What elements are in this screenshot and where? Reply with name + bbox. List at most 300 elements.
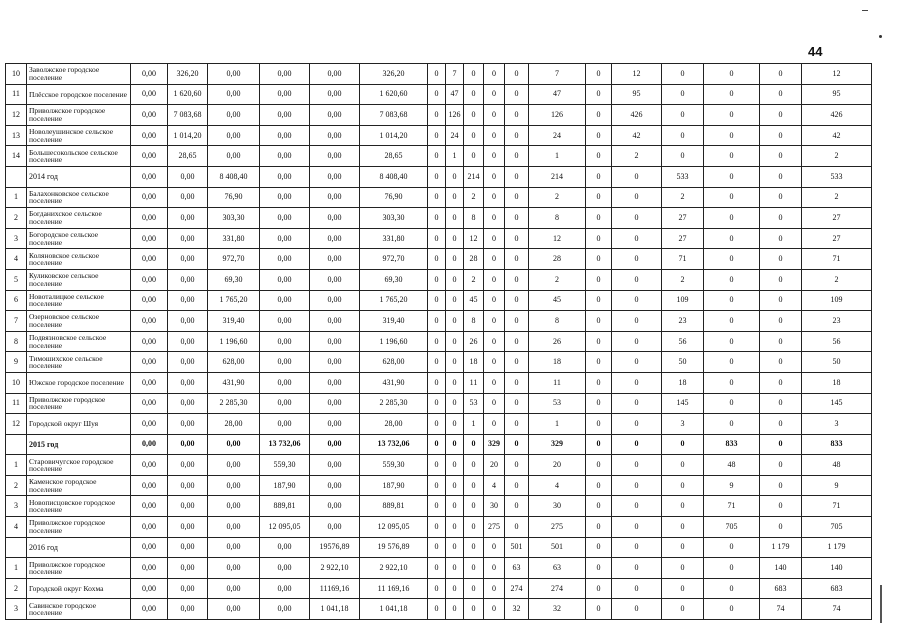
settlement-name: Плёсское городское поселение [27, 84, 131, 105]
table-cell: 0,00 [131, 187, 168, 208]
table-cell: 7 083,68 [360, 105, 428, 126]
table-cell: 0 [760, 517, 802, 538]
table-row [6, 105, 872, 126]
table-cell: 0,00 [310, 393, 360, 414]
table-cell: 0,00 [131, 64, 168, 85]
table-cell: 0 [464, 125, 484, 146]
table-cell: 0,00 [168, 558, 208, 579]
table-cell: 0,00 [260, 537, 310, 558]
table-cell: 0,00 [260, 208, 310, 229]
table-cell: 2 [802, 269, 872, 290]
table-cell: 0,00 [310, 84, 360, 105]
table-cell: 0,00 [310, 434, 360, 455]
table-cell: 0,00 [131, 146, 168, 167]
table-cell: 0 [586, 166, 612, 187]
table-cell: 972,70 [360, 249, 428, 270]
table-cell: 8 408,40 [208, 166, 260, 187]
table-cell: 0 [505, 517, 529, 538]
table-cell: 0 [428, 125, 446, 146]
table-cell: 63 [529, 558, 586, 579]
table-cell: 0 [484, 125, 505, 146]
table-cell: 0,00 [260, 352, 310, 373]
table-cell: 0 [662, 434, 704, 455]
table-cell: 0 [464, 578, 484, 599]
table-cell: 431,90 [208, 372, 260, 393]
table-cell: 0 [446, 393, 464, 414]
table-cell: 0,00 [260, 105, 310, 126]
table-cell: 0 [505, 475, 529, 496]
table-cell: 0,00 [208, 105, 260, 126]
table-cell: 0 [484, 146, 505, 167]
table-cell: 0 [586, 475, 612, 496]
table-row [6, 249, 872, 270]
table-cell: 0 [760, 475, 802, 496]
table-cell: 0,00 [168, 537, 208, 558]
table-cell: 0,00 [310, 475, 360, 496]
row-number: 1 [6, 187, 27, 208]
table-cell: 0,00 [208, 517, 260, 538]
table-cell: 0 [446, 496, 464, 517]
table-cell: 0 [612, 311, 662, 332]
table-cell: 329 [484, 434, 505, 455]
table-cell: 0 [505, 146, 529, 167]
table-cell: 0 [662, 578, 704, 599]
table-cell: 331,80 [360, 228, 428, 249]
table-cell: 559,30 [360, 455, 428, 476]
row-number: 9 [6, 352, 27, 373]
table-cell: 0 [505, 105, 529, 126]
table-cell: 0 [612, 517, 662, 538]
table-cell: 0 [612, 290, 662, 311]
table-cell: 2 [662, 269, 704, 290]
table-cell: 0 [704, 105, 760, 126]
table-row [6, 455, 872, 476]
table-cell: 12 095,05 [260, 517, 310, 538]
table-cell: 319,40 [360, 311, 428, 332]
table-cell: 0,00 [310, 187, 360, 208]
table-cell: 0 [662, 125, 704, 146]
table-row [6, 352, 872, 373]
table-cell: 20 [529, 455, 586, 476]
table-cell: 3 [802, 414, 872, 435]
table-cell: 0 [612, 166, 662, 187]
table-cell: 0 [464, 537, 484, 558]
table-cell: 0,00 [260, 578, 310, 599]
table-cell: 4 [484, 475, 505, 496]
table-cell: 0 [428, 393, 446, 414]
table-cell: 0 [586, 414, 612, 435]
table-cell: 0 [464, 558, 484, 579]
table-cell: 0 [760, 414, 802, 435]
row-number: 4 [6, 249, 27, 270]
table-cell: 1 765,20 [208, 290, 260, 311]
scan-mark [862, 10, 868, 11]
table-cell: 95 [612, 84, 662, 105]
table-cell: 53 [529, 393, 586, 414]
table-cell: 0 [704, 84, 760, 105]
table-cell: 0,00 [131, 434, 168, 455]
table-cell: 0 [662, 475, 704, 496]
data-table [5, 63, 872, 620]
table-cell: 0 [446, 475, 464, 496]
table-cell: 0 [484, 228, 505, 249]
table-cell: 0 [428, 64, 446, 85]
table-cell: 0 [612, 558, 662, 579]
table-cell: 0 [704, 269, 760, 290]
table-cell: 0,00 [208, 578, 260, 599]
table-cell: 0,00 [208, 558, 260, 579]
table-cell: 0,00 [260, 146, 310, 167]
table-cell: 0 [760, 372, 802, 393]
table-cell: 0 [428, 187, 446, 208]
table-cell: 27 [802, 208, 872, 229]
table-cell: 1 196,60 [208, 331, 260, 352]
scan-edge-mark [880, 585, 882, 623]
table-cell: 0 [704, 372, 760, 393]
table-cell: 0,00 [208, 64, 260, 85]
table-cell: 0 [586, 517, 612, 538]
table-cell: 0,00 [260, 414, 310, 435]
table-cell: 683 [802, 578, 872, 599]
table-cell: 47 [446, 84, 464, 105]
table-cell: 30 [529, 496, 586, 517]
table-cell: 76,90 [208, 187, 260, 208]
table-cell: 0,00 [310, 352, 360, 373]
table-row [6, 166, 872, 187]
table-cell: 126 [529, 105, 586, 126]
table-cell: 8 [529, 311, 586, 332]
table-cell: 0 [484, 269, 505, 290]
table-cell: 0 [586, 455, 612, 476]
table-cell: 48 [704, 455, 760, 476]
table-cell: 275 [529, 517, 586, 538]
table-cell: 0 [586, 64, 612, 85]
settlement-name: Савинское городское поселение [27, 599, 131, 620]
table-cell: 0,00 [168, 352, 208, 373]
row-number [6, 166, 27, 187]
table-cell: 0 [586, 269, 612, 290]
table-cell: 32 [529, 599, 586, 620]
table-cell: 0,00 [260, 249, 310, 270]
table-cell: 0 [505, 187, 529, 208]
table-cell: 0 [586, 434, 612, 455]
table-cell: 0 [586, 537, 612, 558]
table-cell: 1 620,60 [360, 84, 428, 105]
table-cell: 63 [505, 558, 529, 579]
settlement-name: Старовичугское городское поселение [27, 455, 131, 476]
table-cell: 71 [662, 249, 704, 270]
table-cell: 0 [586, 146, 612, 167]
table-cell: 0 [428, 558, 446, 579]
table-cell: 47 [529, 84, 586, 105]
table-row [6, 311, 872, 332]
table-cell: 69,30 [208, 269, 260, 290]
table-row [6, 146, 872, 167]
table-cell: 431,90 [360, 372, 428, 393]
table-cell: 0,00 [260, 290, 310, 311]
table-cell: 0,00 [168, 249, 208, 270]
table-row [6, 496, 872, 517]
table-cell: 331,80 [208, 228, 260, 249]
table-cell: 1 765,20 [360, 290, 428, 311]
table-row [6, 269, 872, 290]
table-cell: 42 [802, 125, 872, 146]
table-cell: 0,00 [310, 105, 360, 126]
table-cell: 71 [704, 496, 760, 517]
table-cell: 8 [464, 311, 484, 332]
settlement-name: Приволжское городское поселение [27, 393, 131, 414]
table-cell: 0 [446, 290, 464, 311]
row-number: 10 [6, 64, 27, 85]
table-cell: 0 [760, 166, 802, 187]
table-cell: 42 [612, 125, 662, 146]
table-cell: 0 [704, 146, 760, 167]
settlement-name: Заволжское городское поселение [27, 64, 131, 85]
table-cell: 7 [529, 64, 586, 85]
table-row [6, 393, 872, 414]
table-cell: 0 [464, 434, 484, 455]
table-row [6, 372, 872, 393]
table-cell: 0 [505, 372, 529, 393]
table-cell: 0 [760, 269, 802, 290]
table-cell: 0 [760, 352, 802, 373]
table-cell: 26 [529, 331, 586, 352]
table-cell: 1 196,60 [360, 331, 428, 352]
table-cell: 0 [505, 166, 529, 187]
table-cell: 0 [484, 249, 505, 270]
table-cell: 23 [802, 311, 872, 332]
table-cell: 0 [662, 84, 704, 105]
table-cell: 533 [662, 166, 704, 187]
row-number: 12 [6, 105, 27, 126]
table-cell: 0,00 [131, 228, 168, 249]
table-cell: 2 922,10 [360, 558, 428, 579]
table-cell: 0 [505, 84, 529, 105]
table-cell: 0 [704, 208, 760, 229]
table-cell: 0 [464, 64, 484, 85]
table-cell: 0 [704, 558, 760, 579]
table-cell: 28,65 [360, 146, 428, 167]
table-cell: 0 [704, 125, 760, 146]
table-cell: 0 [428, 372, 446, 393]
table-cell: 0,00 [168, 331, 208, 352]
row-number [6, 537, 27, 558]
table-cell: 0 [612, 208, 662, 229]
table-cell: 11 [529, 372, 586, 393]
table-cell: 0,00 [168, 393, 208, 414]
table-cell: 0 [662, 105, 704, 126]
row-number: 14 [6, 146, 27, 167]
table-cell: 889,81 [260, 496, 310, 517]
table-cell: 0,00 [260, 64, 310, 85]
table-cell: 27 [802, 228, 872, 249]
table-cell: 0 [586, 599, 612, 620]
table-cell: 0 [505, 249, 529, 270]
table-cell: 0,00 [310, 311, 360, 332]
table-cell: 0 [505, 455, 529, 476]
row-number: 3 [6, 228, 27, 249]
table-cell: 140 [760, 558, 802, 579]
table-cell: 28,00 [360, 414, 428, 435]
table-cell: 0 [612, 434, 662, 455]
table-cell: 0 [428, 537, 446, 558]
table-cell: 326,20 [360, 64, 428, 85]
table-cell: 0,00 [260, 187, 310, 208]
table-row [6, 475, 872, 496]
table-cell: 0,00 [310, 290, 360, 311]
table-cell: 0,00 [131, 496, 168, 517]
table-cell: 0 [428, 434, 446, 455]
table-cell: 0 [612, 249, 662, 270]
table-row [6, 125, 872, 146]
table-cell: 0 [505, 125, 529, 146]
table-row [6, 331, 872, 352]
table-cell: 889,81 [360, 496, 428, 517]
table-cell: 705 [802, 517, 872, 538]
table-cell: 0 [586, 187, 612, 208]
table-cell: 0 [446, 311, 464, 332]
table-cell: 0 [612, 228, 662, 249]
settlement-name: Богородское сельское поселение [27, 228, 131, 249]
table-cell: 0,00 [260, 372, 310, 393]
table-cell: 0,00 [168, 166, 208, 187]
table-row [6, 599, 872, 620]
table-cell: 0,00 [168, 208, 208, 229]
table-cell: 628,00 [360, 352, 428, 373]
table-cell: 0,00 [310, 331, 360, 352]
table-cell: 0,00 [310, 496, 360, 517]
row-number: 6 [6, 290, 27, 311]
table-cell: 0 [612, 414, 662, 435]
table-cell: 50 [662, 352, 704, 373]
table-cell: 0 [484, 187, 505, 208]
table-cell: 1 041,18 [360, 599, 428, 620]
table-cell: 0 [704, 228, 760, 249]
row-number: 1 [6, 558, 27, 579]
table-cell: 109 [802, 290, 872, 311]
table-cell: 0 [428, 146, 446, 167]
table-cell: 8 [464, 208, 484, 229]
table-cell: 0 [505, 269, 529, 290]
table-cell: 145 [662, 393, 704, 414]
table-cell: 426 [612, 105, 662, 126]
table-cell: 28,65 [168, 146, 208, 167]
table-cell: 0 [704, 414, 760, 435]
table-cell: 0,00 [310, 269, 360, 290]
table-cell: 0 [446, 352, 464, 373]
settlement-name: Новоталицкое сельское поселение [27, 290, 131, 311]
settlement-name: Каменское городское поселение [27, 475, 131, 496]
table-cell: 0,00 [208, 475, 260, 496]
settlement-name: Богданихское сельское поселение [27, 208, 131, 229]
table-cell: 0,00 [168, 311, 208, 332]
table-cell: 0,00 [310, 228, 360, 249]
table-cell: 0 [612, 331, 662, 352]
settlement-name: Южское городское поселение [27, 372, 131, 393]
table-cell: 2 285,30 [360, 393, 428, 414]
table-cell: 28 [464, 249, 484, 270]
table-cell: 27 [662, 208, 704, 229]
table-cell: 12 [802, 64, 872, 85]
table-cell: 0 [484, 208, 505, 229]
table-cell: 0 [612, 269, 662, 290]
settlement-name: Приволжское городское поселение [27, 558, 131, 579]
table-cell: 187,90 [260, 475, 310, 496]
table-cell: 1 [464, 414, 484, 435]
row-number: 13 [6, 125, 27, 146]
table-cell: 2 922,10 [310, 558, 360, 579]
table-cell: 0 [760, 311, 802, 332]
table-cell: 0 [446, 578, 464, 599]
table-cell: 329 [529, 434, 586, 455]
table-cell: 0,00 [168, 228, 208, 249]
settlement-name: Городской округ Шуя [27, 414, 131, 435]
table-cell: 559,30 [260, 455, 310, 476]
table-cell: 0 [484, 290, 505, 311]
table-cell: 0,00 [168, 372, 208, 393]
table-cell: 833 [704, 434, 760, 455]
table-cell: 0 [612, 599, 662, 620]
table-cell: 0 [428, 475, 446, 496]
table-row [6, 84, 872, 105]
table-cell: 0,00 [310, 414, 360, 435]
table-cell: 501 [529, 537, 586, 558]
table-cell: 0,00 [168, 496, 208, 517]
table-cell: 1 014,20 [360, 125, 428, 146]
table-cell: 0,00 [310, 249, 360, 270]
table-cell: 0 [428, 166, 446, 187]
table-cell: 0,00 [260, 393, 310, 414]
table-cell: 0 [446, 372, 464, 393]
table-cell: 0 [446, 434, 464, 455]
table-cell: 214 [529, 166, 586, 187]
table-cell: 0,00 [260, 558, 310, 579]
table-cell: 2 [529, 187, 586, 208]
table-cell: 0,00 [131, 84, 168, 105]
table-cell: 0,00 [310, 208, 360, 229]
table-cell: 0 [760, 187, 802, 208]
settlement-name: Приволжское городское поселение [27, 105, 131, 126]
table-cell: 0 [428, 352, 446, 373]
table-cell: 28,00 [208, 414, 260, 435]
row-number: 3 [6, 496, 27, 517]
table-cell: 0 [484, 578, 505, 599]
table-cell: 274 [529, 578, 586, 599]
table-cell: 187,90 [360, 475, 428, 496]
table-cell: 0 [484, 393, 505, 414]
settlement-name: Городской округ Кохма [27, 578, 131, 599]
table-cell: 1 620,60 [168, 84, 208, 105]
table-cell: 53 [464, 393, 484, 414]
table-cell: 0 [428, 269, 446, 290]
table-cell: 326,20 [168, 64, 208, 85]
settlement-name: Подвязновское сельское поселение [27, 331, 131, 352]
table-cell: 0,00 [310, 372, 360, 393]
table-cell: 0,00 [131, 558, 168, 579]
table-cell: 0 [760, 84, 802, 105]
table-cell: 2 [802, 187, 872, 208]
table-cell: 0 [662, 599, 704, 620]
table-cell: 0 [446, 599, 464, 620]
table-cell: 0 [612, 455, 662, 476]
table-cell: 4 [529, 475, 586, 496]
table-cell: 0 [428, 311, 446, 332]
table-cell: 0 [484, 331, 505, 352]
table-cell: 0 [612, 578, 662, 599]
table-cell: 0 [446, 455, 464, 476]
table-cell: 74 [802, 599, 872, 620]
table-cell: 0 [505, 64, 529, 85]
